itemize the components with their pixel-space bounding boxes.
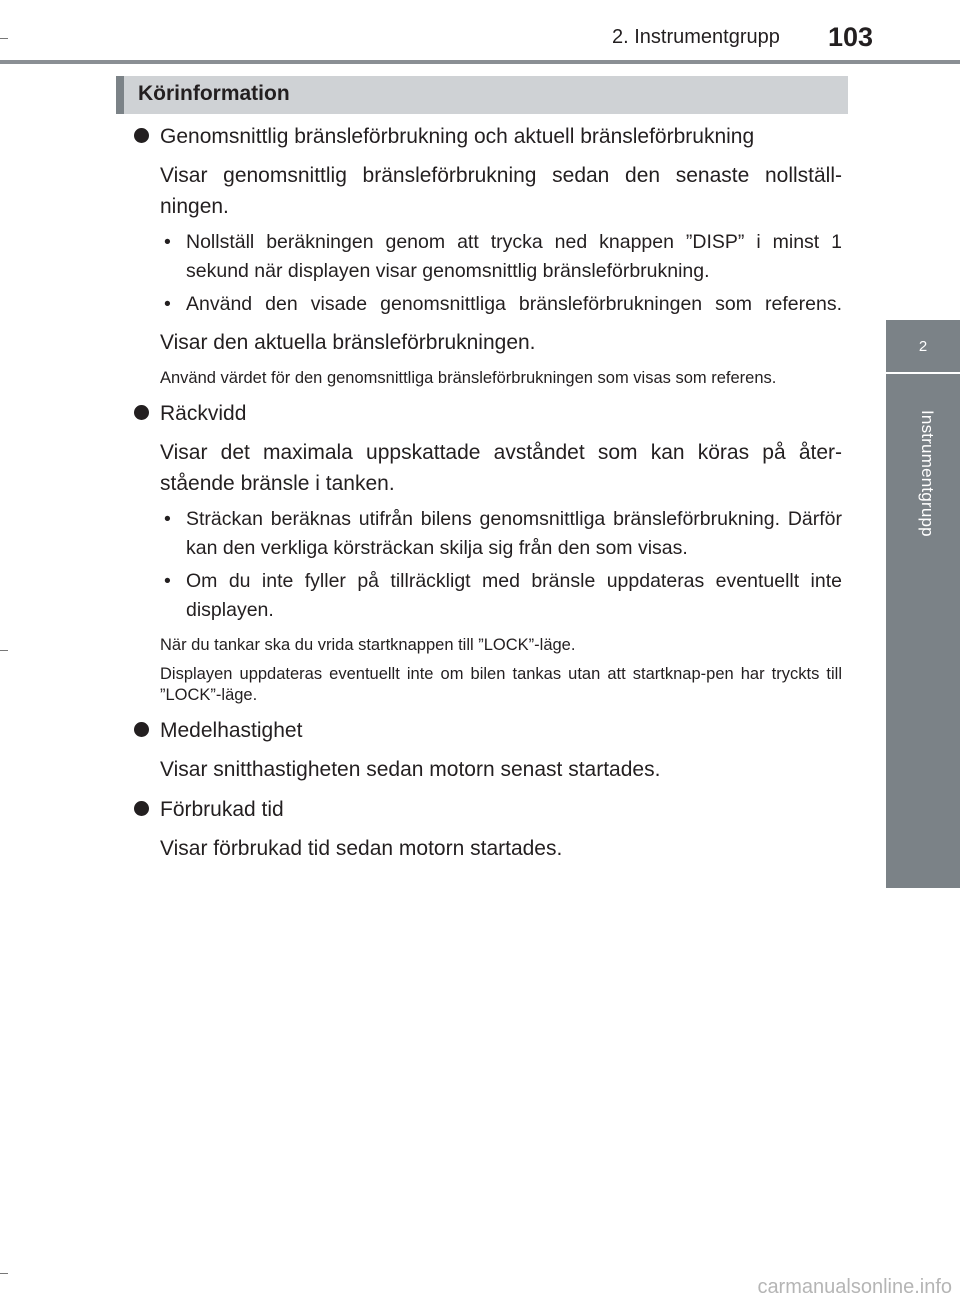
paragraph: Visar det maximala uppskattade avståndet som kan köras på åter-stående bränsle i tanken. (160, 441, 842, 495)
sub-bullet: • (164, 231, 171, 253)
list-item (134, 716, 842, 746)
side-tab-label: Instrumentgrupp (918, 410, 937, 537)
item-title: Genomsnittlig bränsleförbrukning och aktuell bränsleförbrukning (160, 125, 755, 148)
sub-list-text: Om du inte fyller på tillräckligt med bränsle uppdateras eventuellt inte displayen. (186, 570, 842, 621)
sub-list-item (164, 505, 842, 563)
sub-bullet: • (164, 570, 171, 592)
section-title: Körinformation (138, 82, 290, 105)
sub-list-item (164, 567, 842, 625)
paragraph: Visar den aktuella bränsleförbrukningen. (160, 331, 536, 354)
side-tab-divider (886, 372, 960, 374)
page-number: 103 (828, 22, 874, 52)
list-item (134, 122, 842, 152)
bullet-icon (134, 795, 160, 825)
sub-list-item (164, 290, 842, 319)
bullet-icon (134, 122, 160, 152)
sub-bullet: • (164, 508, 171, 530)
sub-list-item (164, 228, 842, 286)
note-text: Displayen uppdateras eventuellt inte om bilen tankas utan att startknap-pen har tryckts till ”LOCK”-läge. (160, 665, 842, 704)
paragraph: Visar snitthastigheten sedan motorn senast startades. (160, 758, 661, 781)
chapter-side-tab (886, 320, 960, 888)
paragraph: Visar genomsnittlig bränsleförbrukning sedan den senaste nollställ-ningen. (160, 164, 842, 218)
header-rule (0, 60, 960, 64)
bullet-icon (134, 399, 160, 429)
sub-list-text: Använd den visade genomsnittliga bränsleförbrukningen som referens. (186, 293, 842, 315)
crop-mark (0, 1273, 8, 1274)
list-item (134, 399, 842, 429)
page-content (134, 122, 842, 870)
crop-mark (0, 38, 8, 39)
note-text: Använd värdet för den genomsnittliga bränsleförbrukningen som visas som referens. (160, 369, 777, 387)
note-text: När du tankar ska du vrida startknappen till ”LOCK”-läge. (160, 636, 576, 654)
chapter-title: 2. Instrumentgrupp (612, 26, 780, 48)
sub-list-text: Sträckan beräknas utifrån bilens genomsnittliga bränsleförbrukning. Därför kan den verkliga körsträckan skilja sig från den som visas. (186, 508, 842, 559)
section-heading-bar (116, 76, 848, 114)
bullet-icon (134, 716, 160, 746)
item-title: Förbrukad tid (160, 798, 284, 821)
item-title: Räckvidd (160, 402, 247, 425)
sub-bullet: • (164, 293, 171, 315)
watermark: carmanualsonline.info (757, 1276, 952, 1298)
list-item (134, 795, 842, 825)
sub-list-text: Nollställ beräkningen genom att trycka ned knappen ”DISP” i minst 1 sekund när displayen visar genomsnittlig bränsleförbrukning. (186, 231, 842, 282)
crop-mark (0, 650, 8, 651)
item-title: Medelhastighet (160, 719, 303, 742)
side-tab-number: 2 (918, 338, 928, 355)
paragraph: Visar förbrukad tid sedan motorn startades. (160, 837, 563, 860)
